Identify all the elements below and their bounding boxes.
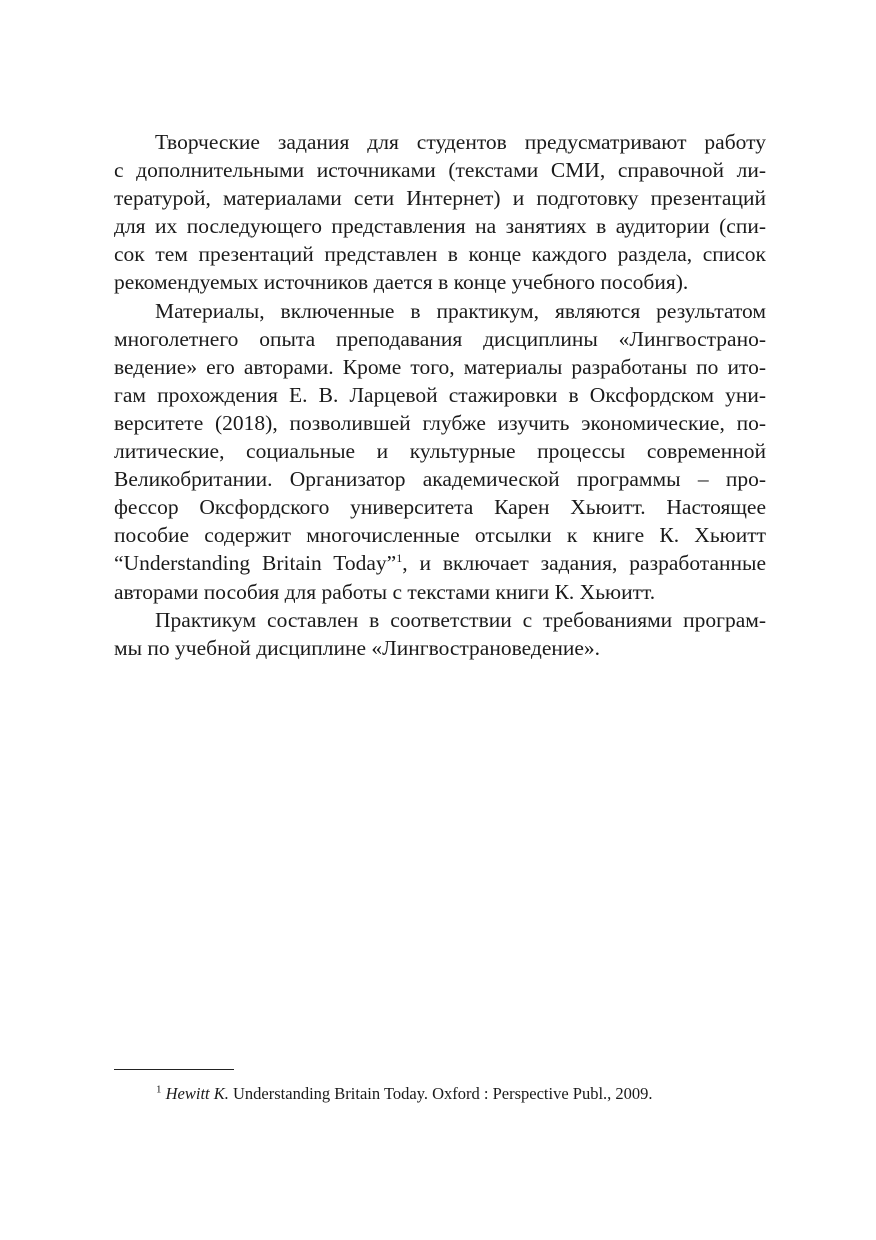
paragraph-1-line-6: рекомендуемых источников дается в конце учебного пособия). xyxy=(114,270,689,295)
paragraph-3-line-1: Практикум составлен в соответствии с требованиями програм- xyxy=(155,607,766,632)
paragraph-1-line-4: для их последующего представления на занятиях в аудитории (спи- xyxy=(114,214,766,239)
paragraph-2-line-5: верситете (2018), позволившей глубже изучить экономические, по- xyxy=(114,410,766,435)
paragraph-2-line-9: пособие содержит многочисленные отсылки к книге К. Хьюитт xyxy=(114,523,766,548)
paragraph-2-line-8: фессор Оксфордского университета Карен Хьюитт. Настоящее xyxy=(114,495,766,520)
paragraph-1-line-2: с дополнительными источниками (текстами СМИ, справочной ли- xyxy=(114,158,766,183)
footnote-mark: 1 xyxy=(156,1083,162,1096)
footnote-author: Hewitt K. xyxy=(165,1084,229,1103)
paragraph-2-line-6: литические, социальные и культурные процессы современной xyxy=(114,439,766,464)
footnote-divider xyxy=(114,1069,234,1070)
paragraph-1-line-3: тературой, материалами сети Интернет) и подготовку презентаций xyxy=(114,186,766,211)
footnote-text: Understanding Britain Today. Oxford : Perspective Publ., 2009. xyxy=(228,1084,653,1103)
paragraph-2-line-2: многолетнего опыта преподавания дисциплины «Лингвострано- xyxy=(114,326,766,351)
book-title-quote: “Understanding Britain Today” xyxy=(114,551,397,576)
paragraph-1-line-5: сок тем презентаций представлен в конце каждого раздела, список xyxy=(114,242,766,267)
footnote xyxy=(156,1083,776,1105)
paragraph-3-line-2: мы по учебной дисциплине «Лингвострановедение». xyxy=(114,635,601,660)
paragraph-2-line-10 xyxy=(114,549,766,577)
paragraph-2-line-11: авторами пособия для работы с текстами книги К. Хьюитт. xyxy=(114,579,656,604)
paragraph-1-line-1: Творческие задания для студентов предусматривают работу xyxy=(155,130,766,154)
paragraph-2-line-4: гам прохождения Е. В. Ларцевой стажировки в Оксфордском уни- xyxy=(114,382,766,407)
body-text xyxy=(114,128,766,662)
paragraph-2-line-1: Материалы, включенные в практикум, являются результатом xyxy=(155,298,766,323)
paragraph-2-line-3: ведение» его авторами. Кроме того, материалы разработаны по ито- xyxy=(114,354,766,379)
paragraph-2-line-10-rest: , и включает задания, разработанные xyxy=(402,551,766,576)
footnote-reference[interactable]: 1 xyxy=(396,551,403,566)
paragraph-2-line-7: Великобритании. Организатор академической программы – про- xyxy=(114,467,766,492)
